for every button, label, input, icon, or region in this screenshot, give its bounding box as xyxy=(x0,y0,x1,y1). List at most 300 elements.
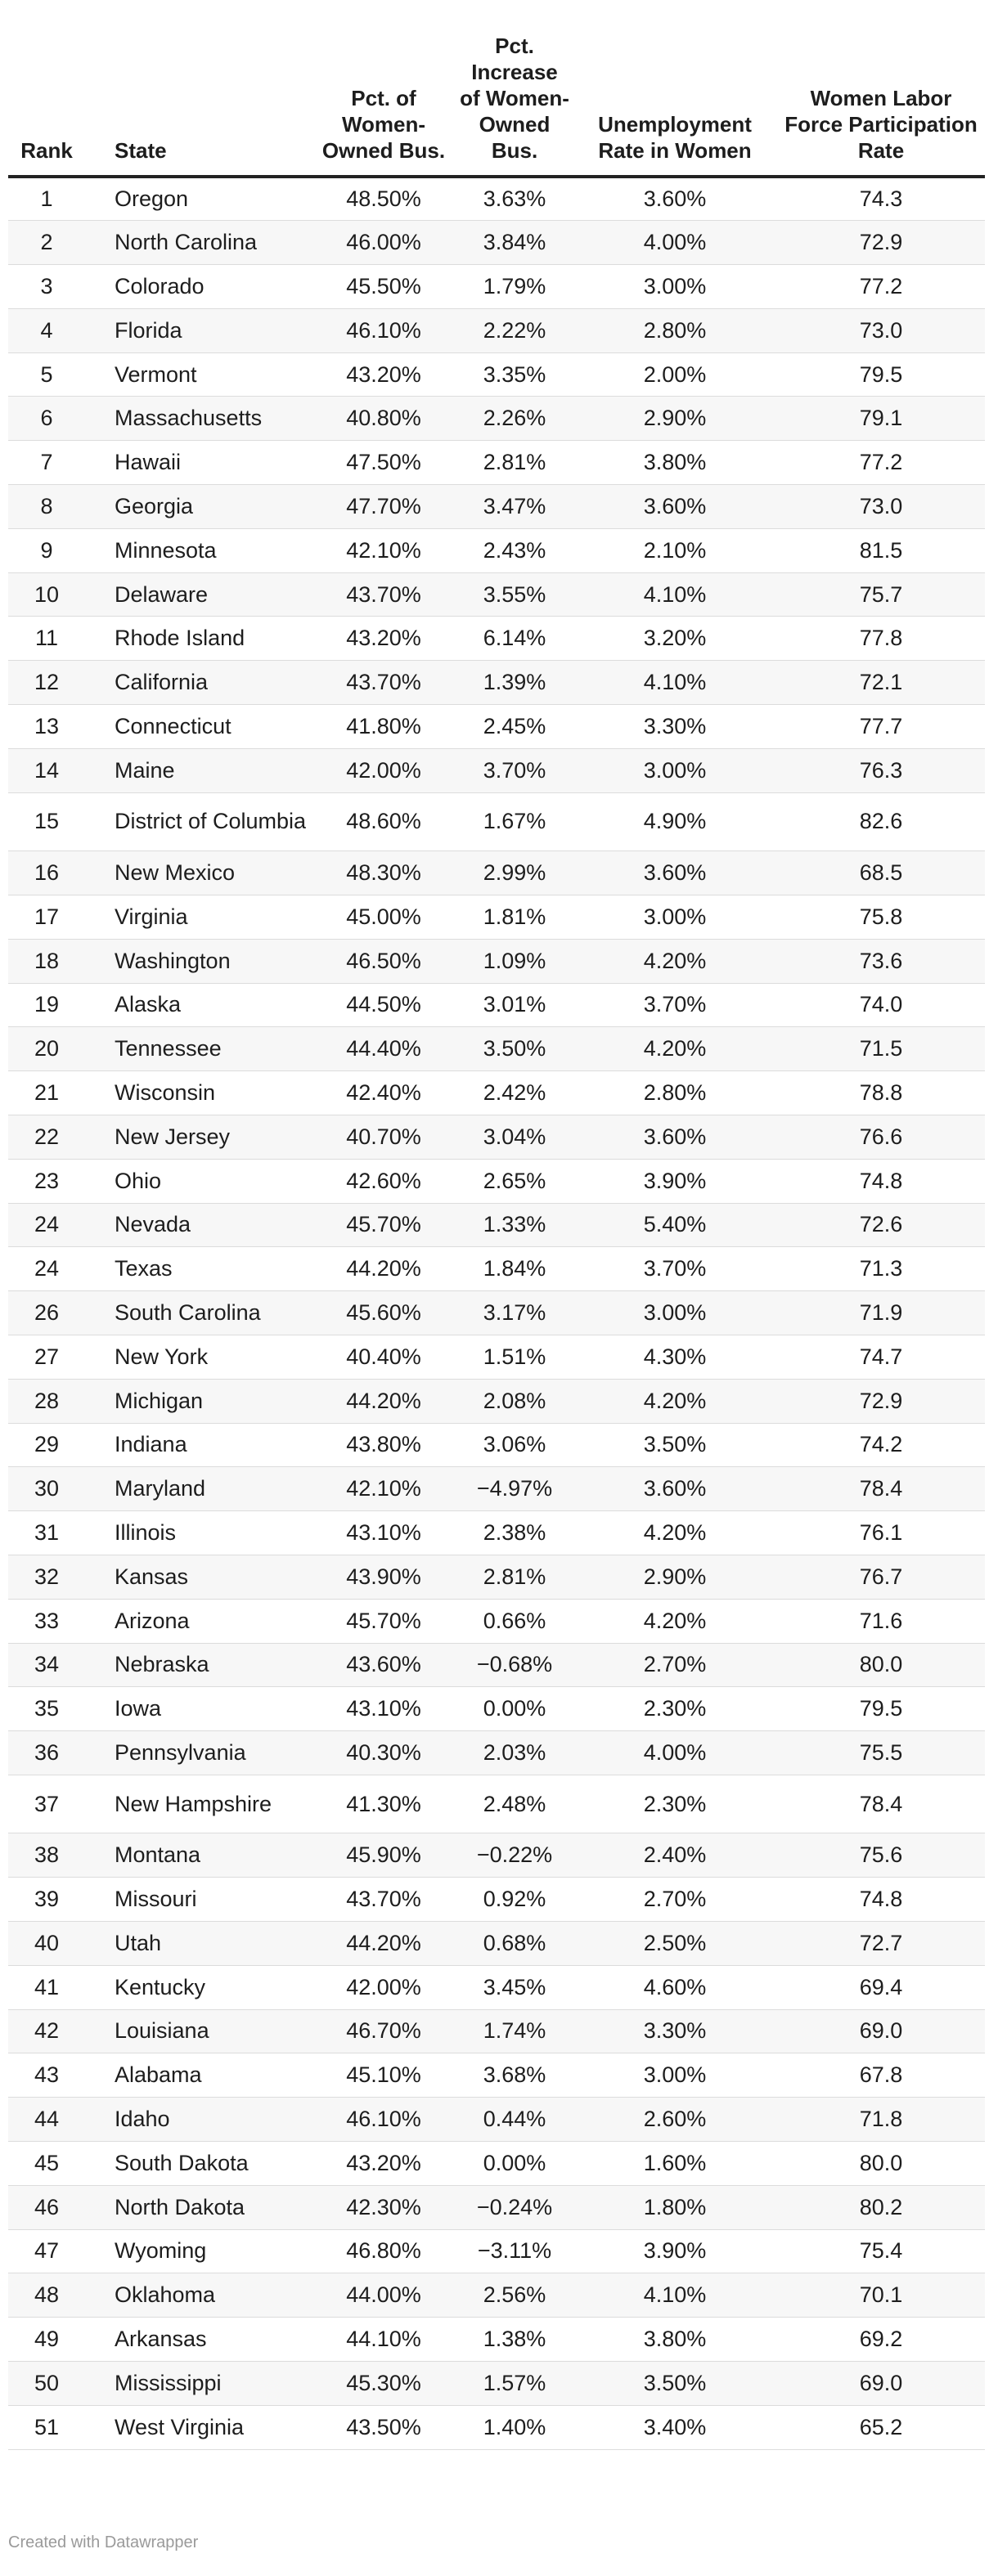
cell-pct-women-owned: 41.80% xyxy=(311,705,456,749)
cell-state: Missouri xyxy=(103,1878,311,1922)
cell-pct-women-owned: 43.20% xyxy=(311,2141,456,2185)
cell-rank: 21 xyxy=(8,1071,103,1115)
cell-pct-women-owned: 43.10% xyxy=(311,1687,456,1731)
table-body xyxy=(8,177,985,2449)
cell-rank: 34 xyxy=(8,1643,103,1687)
cell-pct-increase: 0.00% xyxy=(456,2141,573,2185)
cell-lfpr: 76.1 xyxy=(777,1511,985,1555)
cell-pct-women-owned: 44.50% xyxy=(311,983,456,1027)
cell-state: Indiana xyxy=(103,1423,311,1467)
cell-pct-women-owned: 44.20% xyxy=(311,1247,456,1291)
cell-pct-women-owned: 42.40% xyxy=(311,1071,456,1115)
cell-unemployment: 3.00% xyxy=(573,895,777,939)
cell-pct-women-owned: 42.60% xyxy=(311,1159,456,1203)
cell-lfpr: 72.6 xyxy=(777,1203,985,1247)
cell-state: New Hampshire xyxy=(103,1775,311,1833)
cell-rank: 5 xyxy=(8,352,103,397)
cell-pct-increase: 2.43% xyxy=(456,528,573,572)
cell-state: South Dakota xyxy=(103,2141,311,2185)
cell-pct-increase: 2.99% xyxy=(456,851,573,895)
cell-state: Kentucky xyxy=(103,1965,311,2009)
cell-lfpr: 77.8 xyxy=(777,617,985,661)
table-row xyxy=(8,177,985,221)
cell-pct-women-owned: 46.70% xyxy=(311,2009,456,2053)
cell-rank: 16 xyxy=(8,851,103,895)
table-row xyxy=(8,485,985,529)
cell-lfpr: 76.6 xyxy=(777,1115,985,1159)
cell-rank: 47 xyxy=(8,2229,103,2273)
cell-lfpr: 69.0 xyxy=(777,2361,985,2405)
cell-state: Georgia xyxy=(103,485,311,529)
cell-pct-women-owned: 46.50% xyxy=(311,939,456,983)
cell-rank: 22 xyxy=(8,1115,103,1159)
cell-pct-women-owned: 40.40% xyxy=(311,1335,456,1379)
table-row xyxy=(8,1775,985,1833)
header-pct-increase[interactable]: Pct. Increase of Women-Owned Bus. xyxy=(456,33,573,177)
cell-pct-women-owned: 45.00% xyxy=(311,895,456,939)
cell-state: Hawaii xyxy=(103,441,311,485)
cell-rank: 44 xyxy=(8,2098,103,2142)
table-row xyxy=(8,705,985,749)
cell-pct-women-owned: 43.80% xyxy=(311,1423,456,1467)
cell-lfpr: 71.5 xyxy=(777,1027,985,1071)
cell-state: Colorado xyxy=(103,265,311,309)
table-row xyxy=(8,2273,985,2318)
cell-lfpr: 82.6 xyxy=(777,792,985,851)
cell-pct-increase: 0.44% xyxy=(456,2098,573,2142)
cell-rank: 6 xyxy=(8,397,103,441)
cell-unemployment: 2.60% xyxy=(573,2098,777,2142)
cell-pct-women-owned: 42.30% xyxy=(311,2185,456,2229)
cell-pct-women-owned: 43.50% xyxy=(311,2405,456,2449)
table-row xyxy=(8,1643,985,1687)
cell-pct-increase: 1.84% xyxy=(456,1247,573,1291)
cell-rank: 26 xyxy=(8,1291,103,1335)
cell-pct-increase: 1.38% xyxy=(456,2318,573,2362)
cell-unemployment: 3.00% xyxy=(573,748,777,792)
cell-state: Ohio xyxy=(103,1159,311,1203)
cell-unemployment: 3.90% xyxy=(573,2229,777,2273)
cell-state: Texas xyxy=(103,1247,311,1291)
cell-rank: 31 xyxy=(8,1511,103,1555)
cell-rank: 2 xyxy=(8,221,103,265)
cell-unemployment: 4.10% xyxy=(573,2273,777,2318)
table-row xyxy=(8,2098,985,2142)
cell-unemployment: 3.20% xyxy=(573,617,777,661)
cell-state: Tennessee xyxy=(103,1027,311,1071)
cell-lfpr: 81.5 xyxy=(777,528,985,572)
cell-state: Illinois xyxy=(103,1511,311,1555)
cell-unemployment: 4.20% xyxy=(573,1511,777,1555)
cell-unemployment: 2.30% xyxy=(573,1775,777,1833)
cell-rank: 37 xyxy=(8,1775,103,1833)
cell-pct-increase: 2.08% xyxy=(456,1379,573,1423)
cell-state: Connecticut xyxy=(103,705,311,749)
cell-pct-women-owned: 43.10% xyxy=(311,1511,456,1555)
cell-lfpr: 70.1 xyxy=(777,2273,985,2318)
table-row xyxy=(8,983,985,1027)
cell-lfpr: 74.7 xyxy=(777,1335,985,1379)
cell-pct-increase: 3.50% xyxy=(456,1027,573,1071)
cell-pct-women-owned: 42.10% xyxy=(311,528,456,572)
cell-lfpr: 65.2 xyxy=(777,2405,985,2449)
cell-pct-women-owned: 45.70% xyxy=(311,1203,456,1247)
cell-pct-increase: 2.22% xyxy=(456,308,573,352)
cell-pct-increase: 1.39% xyxy=(456,661,573,705)
cell-state: Utah xyxy=(103,1921,311,1965)
cell-pct-women-owned: 43.70% xyxy=(311,1878,456,1922)
cell-unemployment: 3.60% xyxy=(573,485,777,529)
cell-rank: 24 xyxy=(8,1247,103,1291)
cell-state: Florida xyxy=(103,308,311,352)
cell-unemployment: 2.70% xyxy=(573,1643,777,1687)
cell-lfpr: 73.0 xyxy=(777,485,985,529)
cell-state: Idaho xyxy=(103,2098,311,2142)
cell-pct-increase: 1.51% xyxy=(456,1335,573,1379)
cell-rank: 14 xyxy=(8,748,103,792)
table-row xyxy=(8,1291,985,1335)
cell-lfpr: 79.1 xyxy=(777,397,985,441)
cell-unemployment: 3.60% xyxy=(573,1467,777,1511)
table-row xyxy=(8,1599,985,1643)
cell-state: Arizona xyxy=(103,1599,311,1643)
cell-pct-women-owned: 40.30% xyxy=(311,1731,456,1775)
cell-pct-women-owned: 43.60% xyxy=(311,1643,456,1687)
header-pct-women-owned[interactable]: Pct. of Women-Owned Bus. xyxy=(311,33,456,177)
cell-rank: 27 xyxy=(8,1335,103,1379)
cell-lfpr: 69.4 xyxy=(777,1965,985,2009)
cell-unemployment: 2.40% xyxy=(573,1833,777,1878)
cell-pct-increase: −3.11% xyxy=(456,2229,573,2273)
cell-lfpr: 79.5 xyxy=(777,1687,985,1731)
cell-unemployment: 3.40% xyxy=(573,2405,777,2449)
cell-unemployment: 4.20% xyxy=(573,1599,777,1643)
cell-pct-women-owned: 44.40% xyxy=(311,1027,456,1071)
cell-lfpr: 75.6 xyxy=(777,1833,985,1878)
cell-pct-increase: −0.22% xyxy=(456,1833,573,1878)
cell-lfpr: 75.4 xyxy=(777,2229,985,2273)
cell-unemployment: 3.50% xyxy=(573,2361,777,2405)
cell-state: District of Columbia xyxy=(103,792,311,851)
cell-pct-increase: 3.06% xyxy=(456,1423,573,1467)
cell-rank: 36 xyxy=(8,1731,103,1775)
cell-pct-women-owned: 44.20% xyxy=(311,1379,456,1423)
cell-pct-increase: 1.79% xyxy=(456,265,573,309)
cell-rank: 33 xyxy=(8,1599,103,1643)
cell-unemployment: 2.30% xyxy=(573,1687,777,1731)
cell-lfpr: 75.8 xyxy=(777,895,985,939)
cell-lfpr: 74.0 xyxy=(777,983,985,1027)
cell-pct-women-owned: 46.80% xyxy=(311,2229,456,2273)
cell-state: West Virginia xyxy=(103,2405,311,2449)
cell-state: Virginia xyxy=(103,895,311,939)
cell-rank: 24 xyxy=(8,1203,103,1247)
header-state[interactable]: State xyxy=(103,33,311,177)
cell-lfpr: 71.9 xyxy=(777,1291,985,1335)
cell-state: Wisconsin xyxy=(103,1071,311,1115)
table-row xyxy=(8,1071,985,1115)
cell-rank: 29 xyxy=(8,1423,103,1467)
cell-unemployment: 2.80% xyxy=(573,308,777,352)
cell-state: Oregon xyxy=(103,177,311,221)
cell-unemployment: 4.10% xyxy=(573,661,777,705)
cell-pct-increase: 3.68% xyxy=(456,2053,573,2098)
table-row xyxy=(8,2405,985,2449)
cell-lfpr: 77.7 xyxy=(777,705,985,749)
cell-pct-increase: 2.42% xyxy=(456,1071,573,1115)
cell-pct-increase: −4.97% xyxy=(456,1467,573,1511)
cell-unemployment: 4.90% xyxy=(573,792,777,851)
cell-pct-women-owned: 43.20% xyxy=(311,352,456,397)
cell-unemployment: 4.20% xyxy=(573,1379,777,1423)
cell-pct-increase: 2.26% xyxy=(456,397,573,441)
table-row xyxy=(8,1335,985,1379)
cell-pct-increase: 3.01% xyxy=(456,983,573,1027)
cell-rank: 39 xyxy=(8,1878,103,1922)
cell-pct-women-owned: 47.50% xyxy=(311,441,456,485)
cell-lfpr: 80.0 xyxy=(777,1643,985,1687)
cell-unemployment: 3.00% xyxy=(573,265,777,309)
cell-state: New Jersey xyxy=(103,1115,311,1159)
table-row xyxy=(8,2361,985,2405)
cell-state: Nebraska xyxy=(103,1643,311,1687)
table-row xyxy=(8,851,985,895)
cell-pct-women-owned: 44.10% xyxy=(311,2318,456,2362)
cell-unemployment: 2.50% xyxy=(573,1921,777,1965)
cell-pct-increase: 2.65% xyxy=(456,1159,573,1203)
cell-lfpr: 77.2 xyxy=(777,441,985,485)
cell-pct-women-owned: 45.50% xyxy=(311,265,456,309)
cell-unemployment: 3.50% xyxy=(573,1423,777,1467)
cell-unemployment: 4.00% xyxy=(573,1731,777,1775)
cell-lfpr: 76.7 xyxy=(777,1555,985,1599)
cell-pct-women-owned: 47.70% xyxy=(311,485,456,529)
cell-rank: 43 xyxy=(8,2053,103,2098)
cell-unemployment: 3.70% xyxy=(573,983,777,1027)
table-row xyxy=(8,265,985,309)
cell-unemployment: 2.70% xyxy=(573,1878,777,1922)
cell-lfpr: 73.6 xyxy=(777,939,985,983)
cell-pct-women-owned: 45.10% xyxy=(311,2053,456,2098)
cell-lfpr: 68.5 xyxy=(777,851,985,895)
table-row xyxy=(8,1247,985,1291)
cell-pct-increase: 3.70% xyxy=(456,748,573,792)
cell-state: Vermont xyxy=(103,352,311,397)
cell-state: Minnesota xyxy=(103,528,311,572)
cell-lfpr: 77.2 xyxy=(777,265,985,309)
cell-rank: 20 xyxy=(8,1027,103,1071)
cell-unemployment: 3.80% xyxy=(573,441,777,485)
cell-unemployment: 1.80% xyxy=(573,2185,777,2229)
cell-rank: 46 xyxy=(8,2185,103,2229)
table-row xyxy=(8,1511,985,1555)
cell-pct-increase: −0.68% xyxy=(456,1643,573,1687)
cell-unemployment: 3.60% xyxy=(573,177,777,221)
cell-rank: 13 xyxy=(8,705,103,749)
table-row xyxy=(8,1833,985,1878)
cell-unemployment: 1.60% xyxy=(573,2141,777,2185)
cell-pct-increase: 1.67% xyxy=(456,792,573,851)
cell-unemployment: 4.10% xyxy=(573,572,777,617)
cell-unemployment: 4.20% xyxy=(573,939,777,983)
table-row xyxy=(8,1921,985,1965)
cell-unemployment: 3.90% xyxy=(573,1159,777,1203)
cell-lfpr: 72.7 xyxy=(777,1921,985,1965)
cell-state: Delaware xyxy=(103,572,311,617)
cell-state: North Carolina xyxy=(103,221,311,265)
cell-pct-increase: 3.17% xyxy=(456,1291,573,1335)
cell-pct-women-owned: 43.70% xyxy=(311,661,456,705)
cell-pct-women-owned: 40.70% xyxy=(311,1115,456,1159)
cell-state: Mississippi xyxy=(103,2361,311,2405)
table-row xyxy=(8,2009,985,2053)
cell-lfpr: 69.0 xyxy=(777,2009,985,2053)
cell-lfpr: 78.4 xyxy=(777,1775,985,1833)
table-row xyxy=(8,1878,985,1922)
table-row xyxy=(8,221,985,265)
cell-state: Rhode Island xyxy=(103,617,311,661)
table-row xyxy=(8,939,985,983)
cell-pct-increase: 3.63% xyxy=(456,177,573,221)
cell-pct-increase: 0.66% xyxy=(456,1599,573,1643)
header-rank[interactable]: Rank xyxy=(8,33,103,177)
table-row xyxy=(8,352,985,397)
cell-unemployment: 2.90% xyxy=(573,1555,777,1599)
cell-pct-increase: 3.04% xyxy=(456,1115,573,1159)
cell-rank: 23 xyxy=(8,1159,103,1203)
cell-rank: 41 xyxy=(8,1965,103,2009)
table-row xyxy=(8,1027,985,1071)
cell-lfpr: 80.0 xyxy=(777,2141,985,2185)
cell-state: Maine xyxy=(103,748,311,792)
cell-rank: 38 xyxy=(8,1833,103,1878)
table-row xyxy=(8,572,985,617)
header-unemployment[interactable]: Unemployment Rate in Women xyxy=(573,33,777,177)
table-row xyxy=(8,2229,985,2273)
cell-pct-women-owned: 43.20% xyxy=(311,617,456,661)
cell-rank: 49 xyxy=(8,2318,103,2362)
cell-pct-women-owned: 45.60% xyxy=(311,1291,456,1335)
cell-rank: 1 xyxy=(8,177,103,221)
cell-pct-women-owned: 45.70% xyxy=(311,1599,456,1643)
table-row xyxy=(8,308,985,352)
cell-lfpr: 67.8 xyxy=(777,2053,985,2098)
cell-rank: 4 xyxy=(8,308,103,352)
cell-pct-increase: 2.56% xyxy=(456,2273,573,2318)
cell-lfpr: 74.8 xyxy=(777,1159,985,1203)
cell-pct-women-owned: 48.60% xyxy=(311,792,456,851)
cell-lfpr: 75.5 xyxy=(777,1731,985,1775)
cell-state: New York xyxy=(103,1335,311,1379)
cell-lfpr: 71.8 xyxy=(777,2098,985,2142)
cell-unemployment: 2.00% xyxy=(573,352,777,397)
cell-unemployment: 3.00% xyxy=(573,2053,777,2098)
cell-rank: 11 xyxy=(8,617,103,661)
cell-unemployment: 3.00% xyxy=(573,1291,777,1335)
cell-pct-women-owned: 48.30% xyxy=(311,851,456,895)
cell-unemployment: 4.60% xyxy=(573,1965,777,2009)
header-lfpr[interactable]: Women Labor Force Participation Rate xyxy=(777,33,985,177)
cell-lfpr: 74.2 xyxy=(777,1423,985,1467)
cell-unemployment: 3.80% xyxy=(573,2318,777,2362)
cell-rank: 40 xyxy=(8,1921,103,1965)
cell-pct-increase: 3.55% xyxy=(456,572,573,617)
cell-state: Louisiana xyxy=(103,2009,311,2053)
cell-pct-increase: 1.74% xyxy=(456,2009,573,2053)
cell-rank: 17 xyxy=(8,895,103,939)
cell-unemployment: 5.40% xyxy=(573,1203,777,1247)
cell-state: California xyxy=(103,661,311,705)
table-row xyxy=(8,2053,985,2098)
cell-lfpr: 80.2 xyxy=(777,2185,985,2229)
cell-state: Pennsylvania xyxy=(103,1731,311,1775)
cell-pct-increase: 2.38% xyxy=(456,1511,573,1555)
table-row xyxy=(8,1159,985,1203)
cell-pct-women-owned: 46.00% xyxy=(311,221,456,265)
cell-state: New Mexico xyxy=(103,851,311,895)
cell-lfpr: 69.2 xyxy=(777,2318,985,2362)
cell-state: Kansas xyxy=(103,1555,311,1599)
cell-unemployment: 3.30% xyxy=(573,705,777,749)
cell-rank: 3 xyxy=(8,265,103,309)
cell-unemployment: 2.10% xyxy=(573,528,777,572)
cell-lfpr: 75.7 xyxy=(777,572,985,617)
cell-rank: 42 xyxy=(8,2009,103,2053)
cell-state: Alabama xyxy=(103,2053,311,2098)
cell-lfpr: 72.9 xyxy=(777,1379,985,1423)
cell-rank: 50 xyxy=(8,2361,103,2405)
cell-unemployment: 3.70% xyxy=(573,1247,777,1291)
table-row xyxy=(8,1203,985,1247)
cell-rank: 12 xyxy=(8,661,103,705)
datawrapper-credit[interactable]: Created with Datawrapper xyxy=(8,2533,199,2551)
cell-lfpr: 74.8 xyxy=(777,1878,985,1922)
cell-pct-increase: 1.57% xyxy=(456,2361,573,2405)
cell-state: Alaska xyxy=(103,983,311,1027)
table-row xyxy=(8,792,985,851)
cell-lfpr: 71.6 xyxy=(777,1599,985,1643)
cell-rank: 32 xyxy=(8,1555,103,1599)
cell-rank: 18 xyxy=(8,939,103,983)
table-row xyxy=(8,617,985,661)
table-row xyxy=(8,895,985,939)
cell-rank: 9 xyxy=(8,528,103,572)
cell-unemployment: 2.80% xyxy=(573,1071,777,1115)
cell-rank: 10 xyxy=(8,572,103,617)
table-header-row xyxy=(8,33,985,177)
cell-pct-women-owned: 46.10% xyxy=(311,2098,456,2142)
table-row xyxy=(8,1379,985,1423)
cell-pct-increase: 2.81% xyxy=(456,441,573,485)
cell-rank: 15 xyxy=(8,792,103,851)
cell-pct-women-owned: 40.80% xyxy=(311,397,456,441)
cell-state: Maryland xyxy=(103,1467,311,1511)
cell-pct-women-owned: 43.70% xyxy=(311,572,456,617)
cell-pct-women-owned: 48.50% xyxy=(311,177,456,221)
cell-unemployment: 3.60% xyxy=(573,851,777,895)
cell-lfpr: 76.3 xyxy=(777,748,985,792)
table-row xyxy=(8,1687,985,1731)
cell-state: Oklahoma xyxy=(103,2273,311,2318)
cell-rank: 8 xyxy=(8,485,103,529)
cell-unemployment: 3.60% xyxy=(573,1115,777,1159)
cell-unemployment: 4.20% xyxy=(573,1027,777,1071)
cell-pct-increase: 1.81% xyxy=(456,895,573,939)
table-row xyxy=(8,2185,985,2229)
cell-rank: 30 xyxy=(8,1467,103,1511)
table-row xyxy=(8,441,985,485)
cell-rank: 45 xyxy=(8,2141,103,2185)
